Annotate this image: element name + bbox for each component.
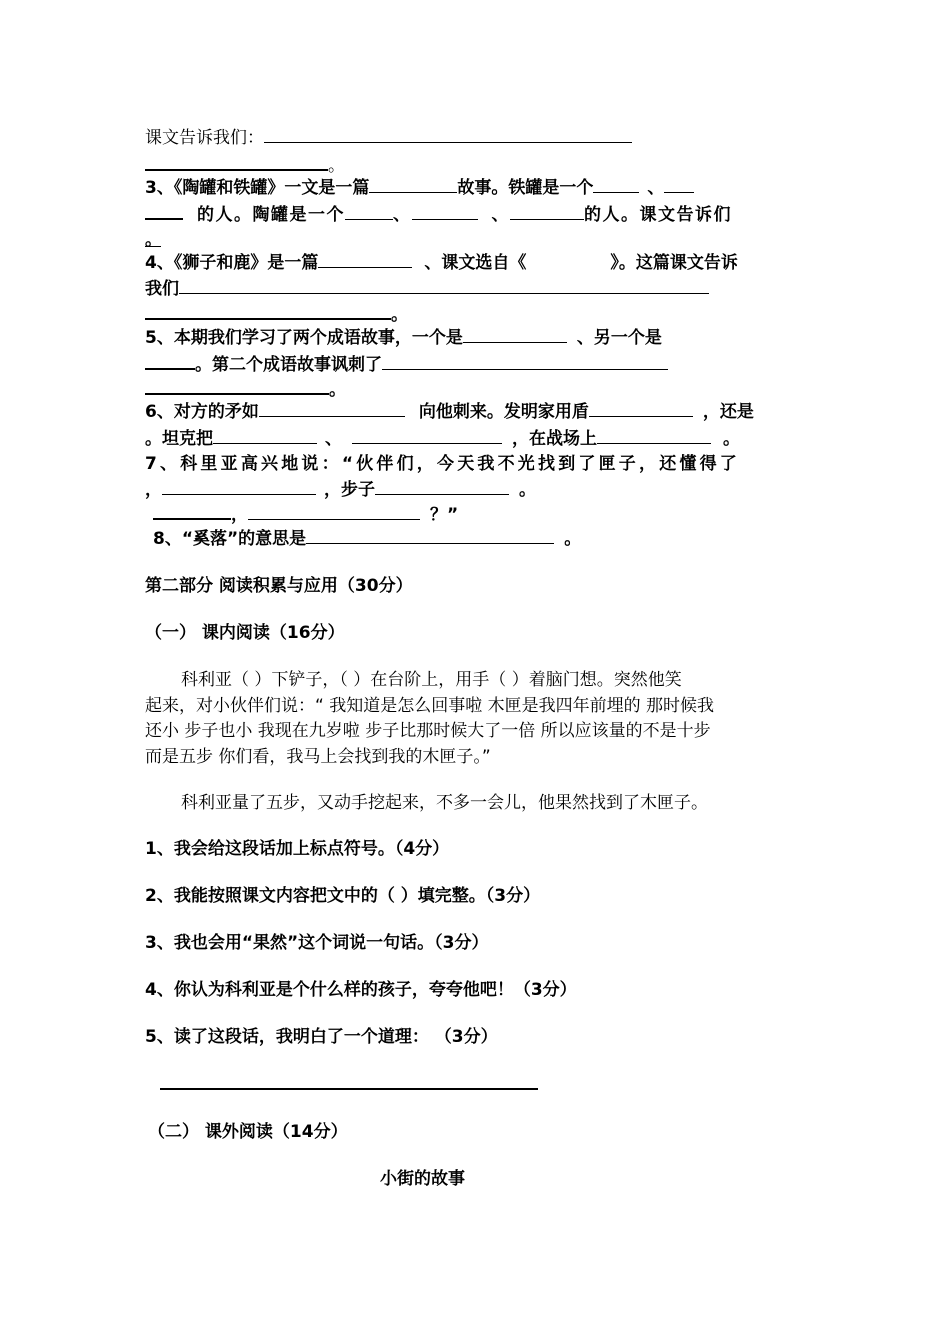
q3-line2 [145, 202, 732, 227]
q3-text-b: 故事。铁罐是一个 [457, 178, 594, 198]
q3-text-d: 的人。陶罐是一个 [197, 205, 345, 225]
q8-text-a: 8、“奚落”的意思是 [153, 529, 307, 549]
q6-text-e: 、 [325, 429, 342, 449]
q4-text-b: 、课文选自《 [424, 253, 527, 273]
q7-line1 [145, 452, 740, 476]
q3-blank-type[interactable] [369, 176, 457, 193]
q4-text-d: 我们 [145, 279, 179, 299]
q6-text-c: ，还是 [702, 402, 754, 422]
q3-text-c: 、 [647, 178, 665, 198]
q4-text-a: 4、《狮子和鹿》是一篇 [145, 253, 319, 273]
q6-text-a: 6、对方的矛如 [145, 402, 259, 422]
q7-blank-1[interactable] [162, 478, 316, 495]
q3-blank-iron-2a[interactable] [664, 176, 694, 193]
question-1: 1、我会给这段话加上标点符号。（4分） [145, 839, 450, 859]
story-title: 小街的故事 [380, 1169, 465, 1189]
q3-line3 [145, 228, 162, 252]
q6-text-f: ，在战场上 [512, 429, 597, 449]
q5-text-c: 。第二个成语故事讽刺了 [195, 355, 382, 375]
q6-blank-3[interactable] [213, 427, 317, 444]
q5-blank-satire-2[interactable] [145, 377, 329, 395]
q7-text-f: ？” [430, 505, 459, 525]
part2-heading: 第二部分 阅读积累与应用（30分） [145, 576, 413, 596]
q8-period: 。 [564, 529, 582, 549]
q5-blank-idiom-1[interactable] [463, 326, 567, 343]
q2-period: 。 [328, 156, 345, 176]
q5-line3 [145, 377, 346, 402]
question-5: 5、读了这段话，我明白了一个道理： （3分） [145, 1027, 498, 1047]
q6-blank-4[interactable] [352, 427, 502, 444]
question-3: 3、我也会用“果然”这个词说一句话。（3分） [145, 933, 489, 953]
q4-line3 [145, 302, 408, 327]
q5-blank-idiom-2[interactable] [145, 352, 195, 370]
q3-text-f: 、 [491, 205, 510, 225]
q4-period: 。 [391, 305, 408, 325]
q2-line2 [145, 153, 345, 178]
passage1-line1: 科利亚（ ）下铲子，（ ）在台阶上，用手（ ）着脑门想。突然他笑 [181, 670, 682, 690]
q3-blank-iron-2b[interactable] [145, 202, 183, 220]
q7-blank-4[interactable] [248, 503, 420, 520]
q7-line3 [145, 502, 458, 527]
q7-text-c: ，步子 [324, 480, 375, 500]
q6-text-b: 向他刺来。发明家用盾 [418, 402, 589, 422]
q5-period: 。 [329, 380, 346, 400]
q3-period: 。 [145, 230, 162, 250]
q3-blank-clay-1[interactable] [345, 203, 393, 220]
q2-line1 [145, 126, 632, 150]
q5-text-b: 、另一个是 [576, 328, 662, 348]
passage1-line2: 起来，对小伙伴们说：“ 我知道是怎么回事啦 木匣是我四年前埋的 那时候我 [145, 696, 715, 716]
q6-blank-2[interactable] [589, 400, 693, 417]
q2-prefix: 课文告诉我们： [145, 128, 264, 148]
q7-text-d: 。 [519, 480, 536, 500]
q3-blank-clay-3[interactable] [510, 203, 584, 220]
q6-blank-5[interactable] [597, 427, 711, 444]
answer-line[interactable] [160, 1088, 538, 1090]
q3-text-e: 、 [393, 205, 412, 225]
q4-blank-moral-2[interactable] [145, 302, 391, 320]
passage1-line4: 而是五步 你们看，我马上会找到我的木匣子。” [145, 747, 491, 767]
q7-text-a: 7、科里亚高兴地说：“伙伴们，今天我不光找到了匣子，还懂得了 [145, 454, 741, 474]
q6-text-g: 。 [723, 429, 740, 449]
q3-line1 [145, 176, 694, 200]
q6-line2 [145, 427, 740, 451]
q7-text-b: ， [145, 480, 162, 500]
q3-text-g: 的人。课文告诉们 [584, 205, 732, 225]
q7-text-e: ， [231, 505, 248, 525]
q6-line1 [145, 400, 754, 424]
q3-blank-moral[interactable] [145, 246, 161, 247]
q8-line [153, 527, 581, 551]
q2-blank-2[interactable] [145, 153, 328, 171]
q4-line1 [145, 251, 738, 275]
q4-text-c: 》。这篇课文告诉 [610, 253, 738, 273]
q7-blank-3[interactable] [153, 502, 231, 520]
passage1-line3: 还小 步子也小 我现在九岁啦 步子比那时候大了一倍 所以应该量的不是十步 [145, 721, 711, 741]
q7-line2 [145, 478, 536, 502]
q4-blank-moral-1[interactable] [179, 277, 709, 294]
q2-blank-1[interactable] [264, 126, 632, 143]
q5-text-a: 5、本期我们学习了两个成语故事，一个是 [145, 328, 463, 348]
section1-heading: （一） 课内阅读（16分） [145, 623, 345, 643]
q5-line2 [145, 352, 668, 377]
q6-text-d: 。坦克把 [145, 429, 213, 449]
passage2: 科利亚量了五步，又动手挖起来，不多一会儿，他果然找到了木匣子。 [181, 793, 708, 813]
q8-blank[interactable] [306, 527, 554, 544]
section2-heading: （二） 课外阅读（14分） [148, 1122, 348, 1142]
q3-blank-clay-2[interactable] [412, 203, 478, 220]
q5-blank-satire-1[interactable] [382, 353, 668, 370]
q3-text-a: 3、《陶罐和铁罐》一文是一篇 [145, 178, 370, 198]
question-2: 2、我能按照课文内容把文中的（ ）填完整。（3分） [145, 886, 541, 906]
q6-blank-1[interactable] [259, 400, 405, 417]
q4-blank-type[interactable] [318, 251, 412, 268]
q3-blank-iron-1[interactable] [593, 176, 639, 193]
question-4: 4、你认为科利亚是个什么样的孩子，夸夸他吧！（3分） [145, 980, 577, 1000]
q5-line1 [145, 326, 662, 350]
q7-blank-2[interactable] [375, 478, 509, 495]
q4-line2 [145, 277, 709, 301]
